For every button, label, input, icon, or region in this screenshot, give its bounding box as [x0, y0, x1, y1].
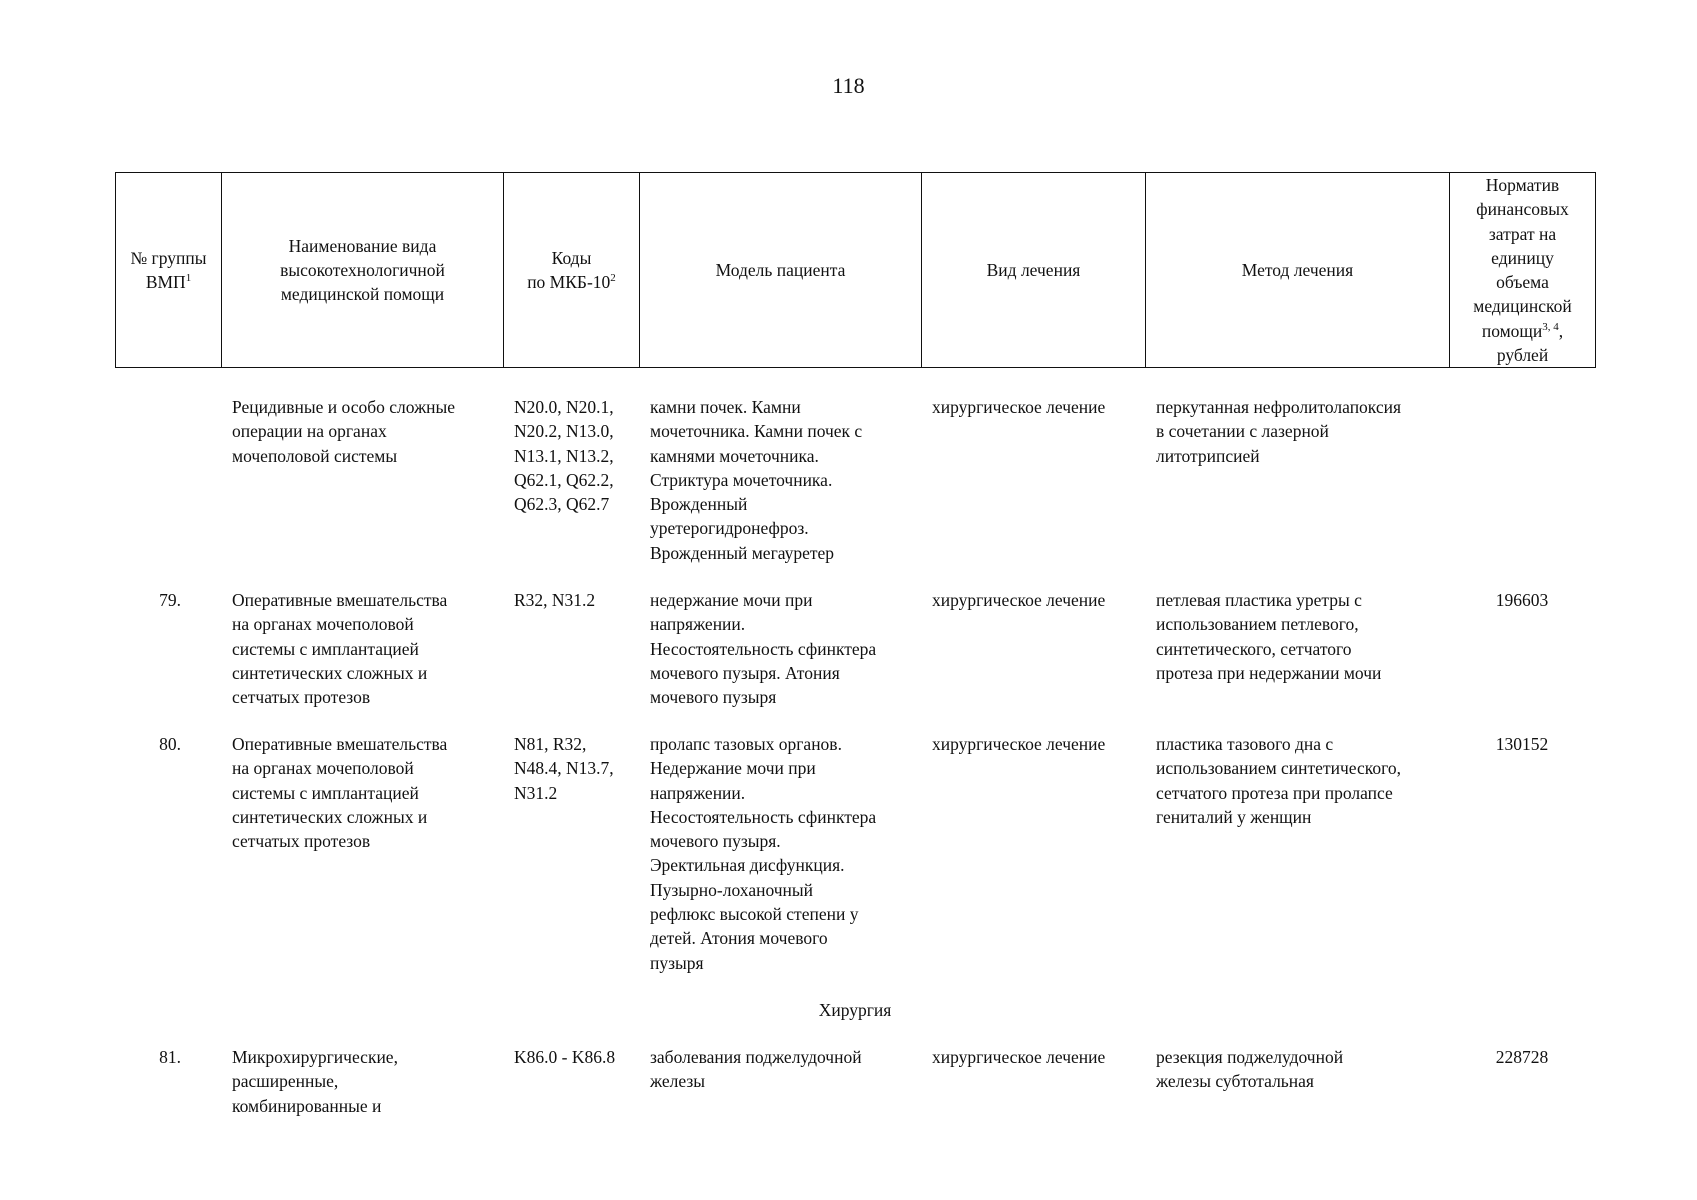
text-line: заболевания поджелудочной [650, 1047, 862, 1067]
header-patient-model-text: Модель пациента [715, 260, 846, 281]
text-line: N31.2 [514, 782, 558, 803]
header-treatment-type-text: Вид лечения [986, 260, 1081, 281]
text-line: системы с имплантацией [232, 782, 419, 803]
table-row [115, 395, 1595, 588]
text-line: Оперативные вмешательства [232, 734, 448, 754]
text-line: использованием петлевого, [1156, 614, 1359, 635]
row-treatment-type [921, 732, 1145, 756]
text-line: Эректильная дисфункция. [650, 855, 845, 876]
row-patient-model [639, 1045, 921, 1094]
text-line: Микрохирургические, [232, 1047, 398, 1067]
header-treatment-type [922, 173, 1146, 368]
row-treatment-type [921, 588, 1145, 612]
text-line: сетчатых протезов [232, 687, 371, 708]
page-number: 118 [832, 73, 865, 98]
text-line: перкутанная нефролитолапоксия [1156, 397, 1402, 417]
row-treatment-method [1145, 1045, 1449, 1094]
text-line: сетчатого протеза при пролапсе [1156, 782, 1393, 803]
header-group-number [116, 173, 222, 368]
header-care-type-name [222, 173, 504, 368]
text-line: Врожденный мегауретер [650, 542, 835, 563]
header-financial-norm [1450, 173, 1596, 368]
text-line: гениталий у женщин [1156, 806, 1312, 827]
text-line: использованием синтетического, [1156, 758, 1401, 779]
header-norm-line3: затрат на [1488, 223, 1557, 244]
text-line: Пузырно-лоханочный [650, 879, 814, 900]
header-norm-line8: рублей [1496, 345, 1549, 366]
text-line: синтетических сложных и [232, 806, 428, 827]
row-icd10-codes [503, 732, 639, 805]
text-line: K86.0 - K86.8 [514, 1047, 616, 1067]
section-title: Хирургия [818, 1000, 892, 1020]
text-line: протеза при недержании мочи [1156, 662, 1382, 683]
text-line: синтетических сложных и [232, 662, 428, 683]
text-line: в сочетании с лазерной [1156, 421, 1329, 442]
header-patient-model [640, 173, 922, 368]
header-norm-comma: , [1558, 320, 1564, 341]
text-line: хирургическое лечение [932, 590, 1106, 610]
text-line: N20.2, N13.0, [514, 421, 614, 442]
text-line: мочеполовой системы [232, 445, 398, 466]
row-group-number: 80. [159, 734, 181, 754]
text-line: Стриктура мочеточника. [650, 469, 833, 490]
text-line: хирургическое лечение [932, 397, 1106, 417]
footnote-3-4-marker: 3, 4 [1542, 320, 1559, 333]
footnote-2-marker: 2 [610, 272, 616, 285]
text-line: камни почек. Камни [650, 397, 801, 417]
table-row [115, 1045, 1595, 1118]
text-line: Оперативные вмешательства [232, 590, 448, 610]
text-line: Недержание мочи при [650, 758, 816, 779]
table-row [115, 588, 1595, 732]
text-line: синтетического, сетчатого [1156, 638, 1352, 659]
text-line: петлевая пластика уретры с [1156, 590, 1362, 610]
text-line: мочеточника. Камни почек с [650, 421, 863, 442]
row-treatment-type [921, 1045, 1145, 1069]
row-group-number: 79. [159, 590, 181, 610]
row-treatment-method [1145, 395, 1449, 468]
header-norm-line7: помощи [1481, 320, 1543, 341]
row-care-type-name [221, 588, 503, 709]
row-icd10-codes [503, 588, 639, 612]
text-line: рефлюкс высокой степени у [650, 904, 859, 925]
header-name-line2: высокотехнологичной [280, 260, 445, 281]
text-line: комбинированные и [232, 1095, 382, 1116]
row-care-type-name [221, 1045, 503, 1118]
text-line: мочевого пузыря. [650, 831, 781, 852]
text-line: сетчатых протезов [232, 831, 371, 852]
header-treatment-method-text: Метод лечения [1241, 260, 1354, 281]
header-norm-line1: Норматив [1485, 175, 1560, 195]
table-header [115, 172, 1596, 368]
row-patient-model [639, 395, 921, 565]
text-line: резекция поджелудочной [1156, 1047, 1344, 1067]
text-line: на органах мочеполовой [232, 758, 414, 779]
text-line: железы субтотальная [1156, 1071, 1314, 1092]
text-line: напряжении. [650, 614, 746, 635]
row-icd10-codes [503, 395, 639, 516]
text-line: N48.4, N13.7, [514, 758, 614, 779]
row-patient-model [639, 588, 921, 709]
text-line: расширенные, [232, 1071, 339, 1092]
row-financial-norm: 228728 [1495, 1047, 1549, 1067]
header-norm-line6: медицинской [1473, 296, 1572, 317]
table-row [115, 732, 1595, 998]
text-line: Несостоятельность сфинктера [650, 638, 877, 659]
text-line: пузыря [650, 952, 704, 973]
text-line: мочевого пузыря [650, 687, 777, 708]
header-icd10-codes [504, 173, 640, 368]
header-norm-line5: объема [1496, 272, 1549, 293]
text-line: N13.1, N13.2, [514, 445, 614, 466]
header-name-line1: Наименование вида [288, 235, 437, 256]
text-line: пролапс тазовых органов. [650, 734, 842, 754]
row-care-type-name [221, 732, 503, 853]
text-line: железы [650, 1071, 706, 1092]
header-treatment-method [1146, 173, 1450, 368]
text-line: N20.0, N20.1, [514, 397, 614, 417]
row-financial-norm: 130152 [1495, 734, 1549, 754]
row-treatment-method [1145, 732, 1449, 829]
text-line: Рецидивные и особо сложные [232, 397, 456, 417]
text-line: мочевого пузыря. Атония [650, 662, 840, 683]
header-norm-line4: единицу [1491, 247, 1554, 268]
text-line: операции на органах [232, 421, 387, 442]
row-patient-model [639, 732, 921, 975]
text-line: Несостоятельность сфинктера [650, 806, 877, 827]
header-codes-line2: по МКБ-10 [527, 272, 611, 293]
text-line: Q62.1, Q62.2, [514, 469, 614, 490]
footnote-1-marker: 1 [185, 272, 192, 285]
text-line: пластика тазового дна с [1156, 734, 1334, 754]
table-body [115, 395, 1595, 1118]
header-group-number-line1: № группы [130, 247, 207, 268]
text-line: R32, N31.2 [514, 590, 596, 610]
header-group-number-line2: ВМП [145, 272, 186, 293]
text-line: Q62.3, Q62.7 [514, 494, 610, 515]
text-line: литотрипсией [1156, 445, 1260, 466]
row-care-type-name [221, 395, 503, 468]
text-line: камнями мочеточника. [650, 445, 819, 466]
text-line: недержание мочи при [650, 590, 813, 610]
header-codes-line1: Коды [551, 247, 592, 268]
row-treatment-type [921, 395, 1145, 419]
text-line: уретерогидронефроз. [650, 518, 809, 539]
header-norm-line2: финансовых [1476, 199, 1569, 220]
header-name-line3: медицинской помощи [280, 284, 445, 305]
text-line: Врожденный [650, 494, 748, 515]
text-line: напряжении. [650, 782, 746, 803]
text-line: хирургическое лечение [932, 734, 1106, 754]
text-line: хирургическое лечение [932, 1047, 1106, 1067]
text-line: детей. Атония мочевого [650, 928, 828, 949]
row-treatment-method [1145, 588, 1449, 685]
row-group-number: 81. [159, 1047, 181, 1067]
section-row [115, 998, 1595, 1045]
row-icd10-codes [503, 1045, 639, 1069]
text-line: N81, R32, [514, 734, 587, 754]
text-line: системы с имплантацией [232, 638, 419, 659]
text-line: на органах мочеполовой [232, 614, 414, 635]
row-financial-norm: 196603 [1495, 590, 1549, 610]
